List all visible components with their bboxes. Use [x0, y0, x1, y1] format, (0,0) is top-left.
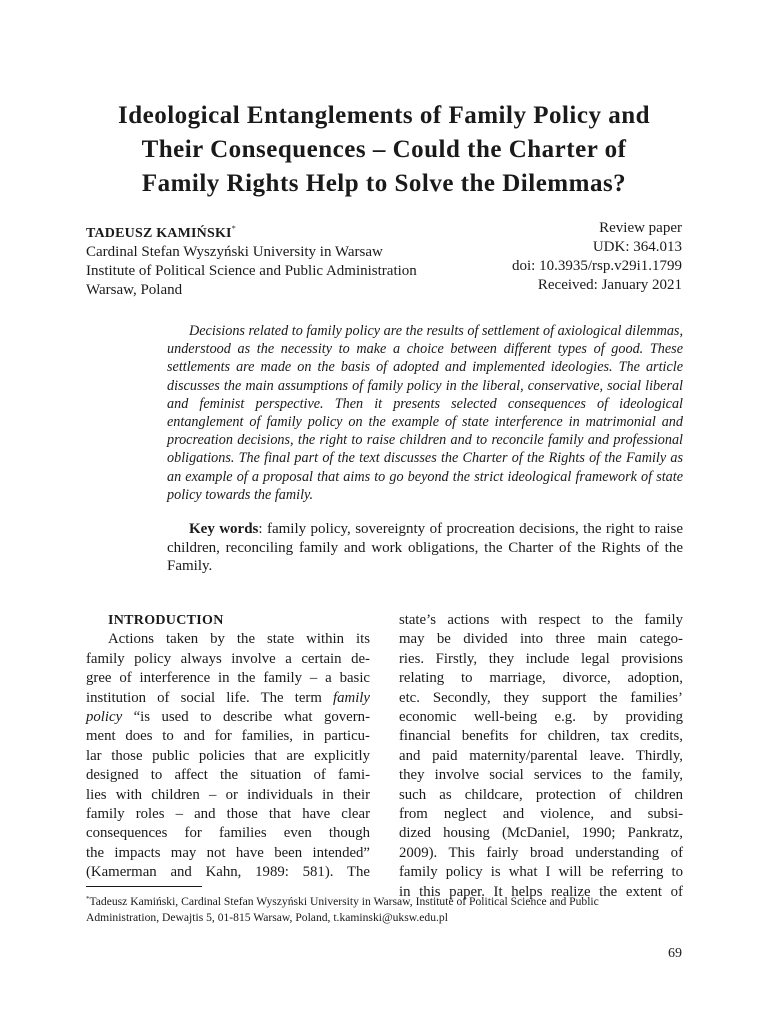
body-line: may be divided into three main catego- — [399, 631, 683, 648]
body-line — [86, 708, 370, 727]
body-line-part: institution of social life. The term — [86, 689, 333, 706]
introduction-left-column — [86, 611, 370, 883]
body-line: ment does to and for families, in particu- — [86, 728, 370, 745]
body-line: designed to affect the situation of fami- — [86, 767, 370, 784]
paper-udk: UDK: 364.013 — [592, 239, 682, 255]
body-line: lar those public policies that are explicitly — [86, 747, 370, 764]
body-line: they involve social services to the family, — [399, 767, 683, 784]
author-affiliation: Institute of Political Science and Public Administration — [86, 263, 417, 279]
body-line: 2009). This fairly broad understanding of — [399, 844, 683, 861]
footnote-marker: * — [86, 895, 90, 903]
author-name: TADEUSZ KAMIŃSKI — [86, 226, 232, 241]
body-line: relating to marriage, divorce, adoption, — [399, 670, 683, 687]
body-line: state’s actions with respect to the family — [399, 612, 683, 628]
body-line: in this paper. It helps realize the extent of — [399, 883, 683, 900]
author-footnote-marker[interactable]: * — [231, 224, 236, 233]
keywords-label: Key words — [189, 521, 259, 537]
keywords-text: : family policy, sovereignty of procreation decisions, the right to raise children, reconciling family and work obligations, the Charter of the Rights of the Family. — [167, 521, 683, 574]
footnote-line: Administration, Dewajtis 5, 01-815 Warsaw, Poland, t.kaminski@uksw.edu.pl — [86, 911, 448, 924]
body-line: gree of interference in the family – a basic — [86, 670, 370, 687]
paper-type: Review paper — [599, 220, 682, 236]
body-line: etc. Secondly, they support the families’ — [399, 689, 683, 706]
footnote-text: Tadeusz Kamiński, Cardinal Stefan Wyszyński University in Warsaw, Institute of Political Science and Public — [89, 895, 599, 908]
body-line: family policy is what I will be referring to — [399, 864, 683, 881]
footnote — [86, 891, 686, 926]
body-line: family policy always involve a certain de- — [86, 650, 370, 667]
footnote-divider — [86, 886, 202, 887]
body-line: and paid maternity/parental leave. Thirdly, — [399, 747, 683, 764]
body-line: such as childcare, protection of children — [399, 786, 683, 803]
body-line: financial benefits for children, tax credits, — [399, 728, 683, 745]
body-line: economic well-being e.g. by providing — [399, 709, 683, 726]
author-affiliation: Warsaw, Poland — [86, 282, 183, 298]
author-affiliation: Cardinal Stefan Wyszyński University in Warsaw — [86, 244, 383, 260]
title-line: Their Consequences – Could the Charter of — [141, 136, 627, 163]
paper-received: Received: January 2021 — [537, 277, 682, 293]
footnote-line — [86, 891, 686, 910]
body-line: consequences for families even though — [86, 825, 370, 842]
body-line: (Kamerman and Kahn, 1989: 581). The — [86, 864, 370, 881]
body-line: ries. Firstly, they include legal provisions — [399, 650, 683, 667]
title-line: Family Rights Help to Solve the Dilemmas? — [141, 170, 627, 197]
body-line — [86, 689, 370, 708]
section-heading-introduction: INTRODUCTION — [108, 613, 224, 628]
term-family: family — [333, 689, 370, 706]
body-line-part: “is used to describe what govern- — [122, 709, 370, 726]
body-line: lies with children – or individuals in their — [86, 786, 370, 803]
body-line: Actions taken by the state within its — [108, 631, 370, 648]
paper-title — [60, 99, 708, 201]
paper-meta-block — [422, 219, 682, 295]
body-line: dized housing (McDaniel, 1990; Pankratz, — [399, 825, 683, 842]
page-number: 69 — [668, 946, 682, 961]
body-line: from neglect and violence, and subsi- — [399, 806, 683, 823]
body-line: the impacts may not have been intended” — [86, 844, 370, 861]
title-line: Ideological Entanglements of Family Policy and — [117, 102, 651, 129]
term-policy: policy — [86, 709, 123, 726]
keywords — [167, 520, 683, 576]
paper-doi[interactable]: doi: 10.3935/rsp.v29i1.1799 — [511, 258, 682, 274]
abstract: Decisions related to family policy are the results of settlement of axiological dilemmas, understood as the necessity to make a choice between different types of good. These settlements are made on the basis of adopted and implemented ideologies. The article discusses the main assumptions of family policy in the liberal, conservative, social liberal and feminist perspective. Then it presents selected consequences of ideological entanglement of family policy on the example of state interference in matrimonial and procreation decisions, the right to raise children and to reconcile family and professional obligations. The final part of the text discusses the Charter of the Rights of the Family as an example of a proposal that aims to go beyond the strict ideological framework of state policy towards the family. — [167, 323, 683, 503]
body-line: family roles – and those that have clear — [86, 806, 370, 823]
introduction-right-column — [399, 611, 683, 902]
